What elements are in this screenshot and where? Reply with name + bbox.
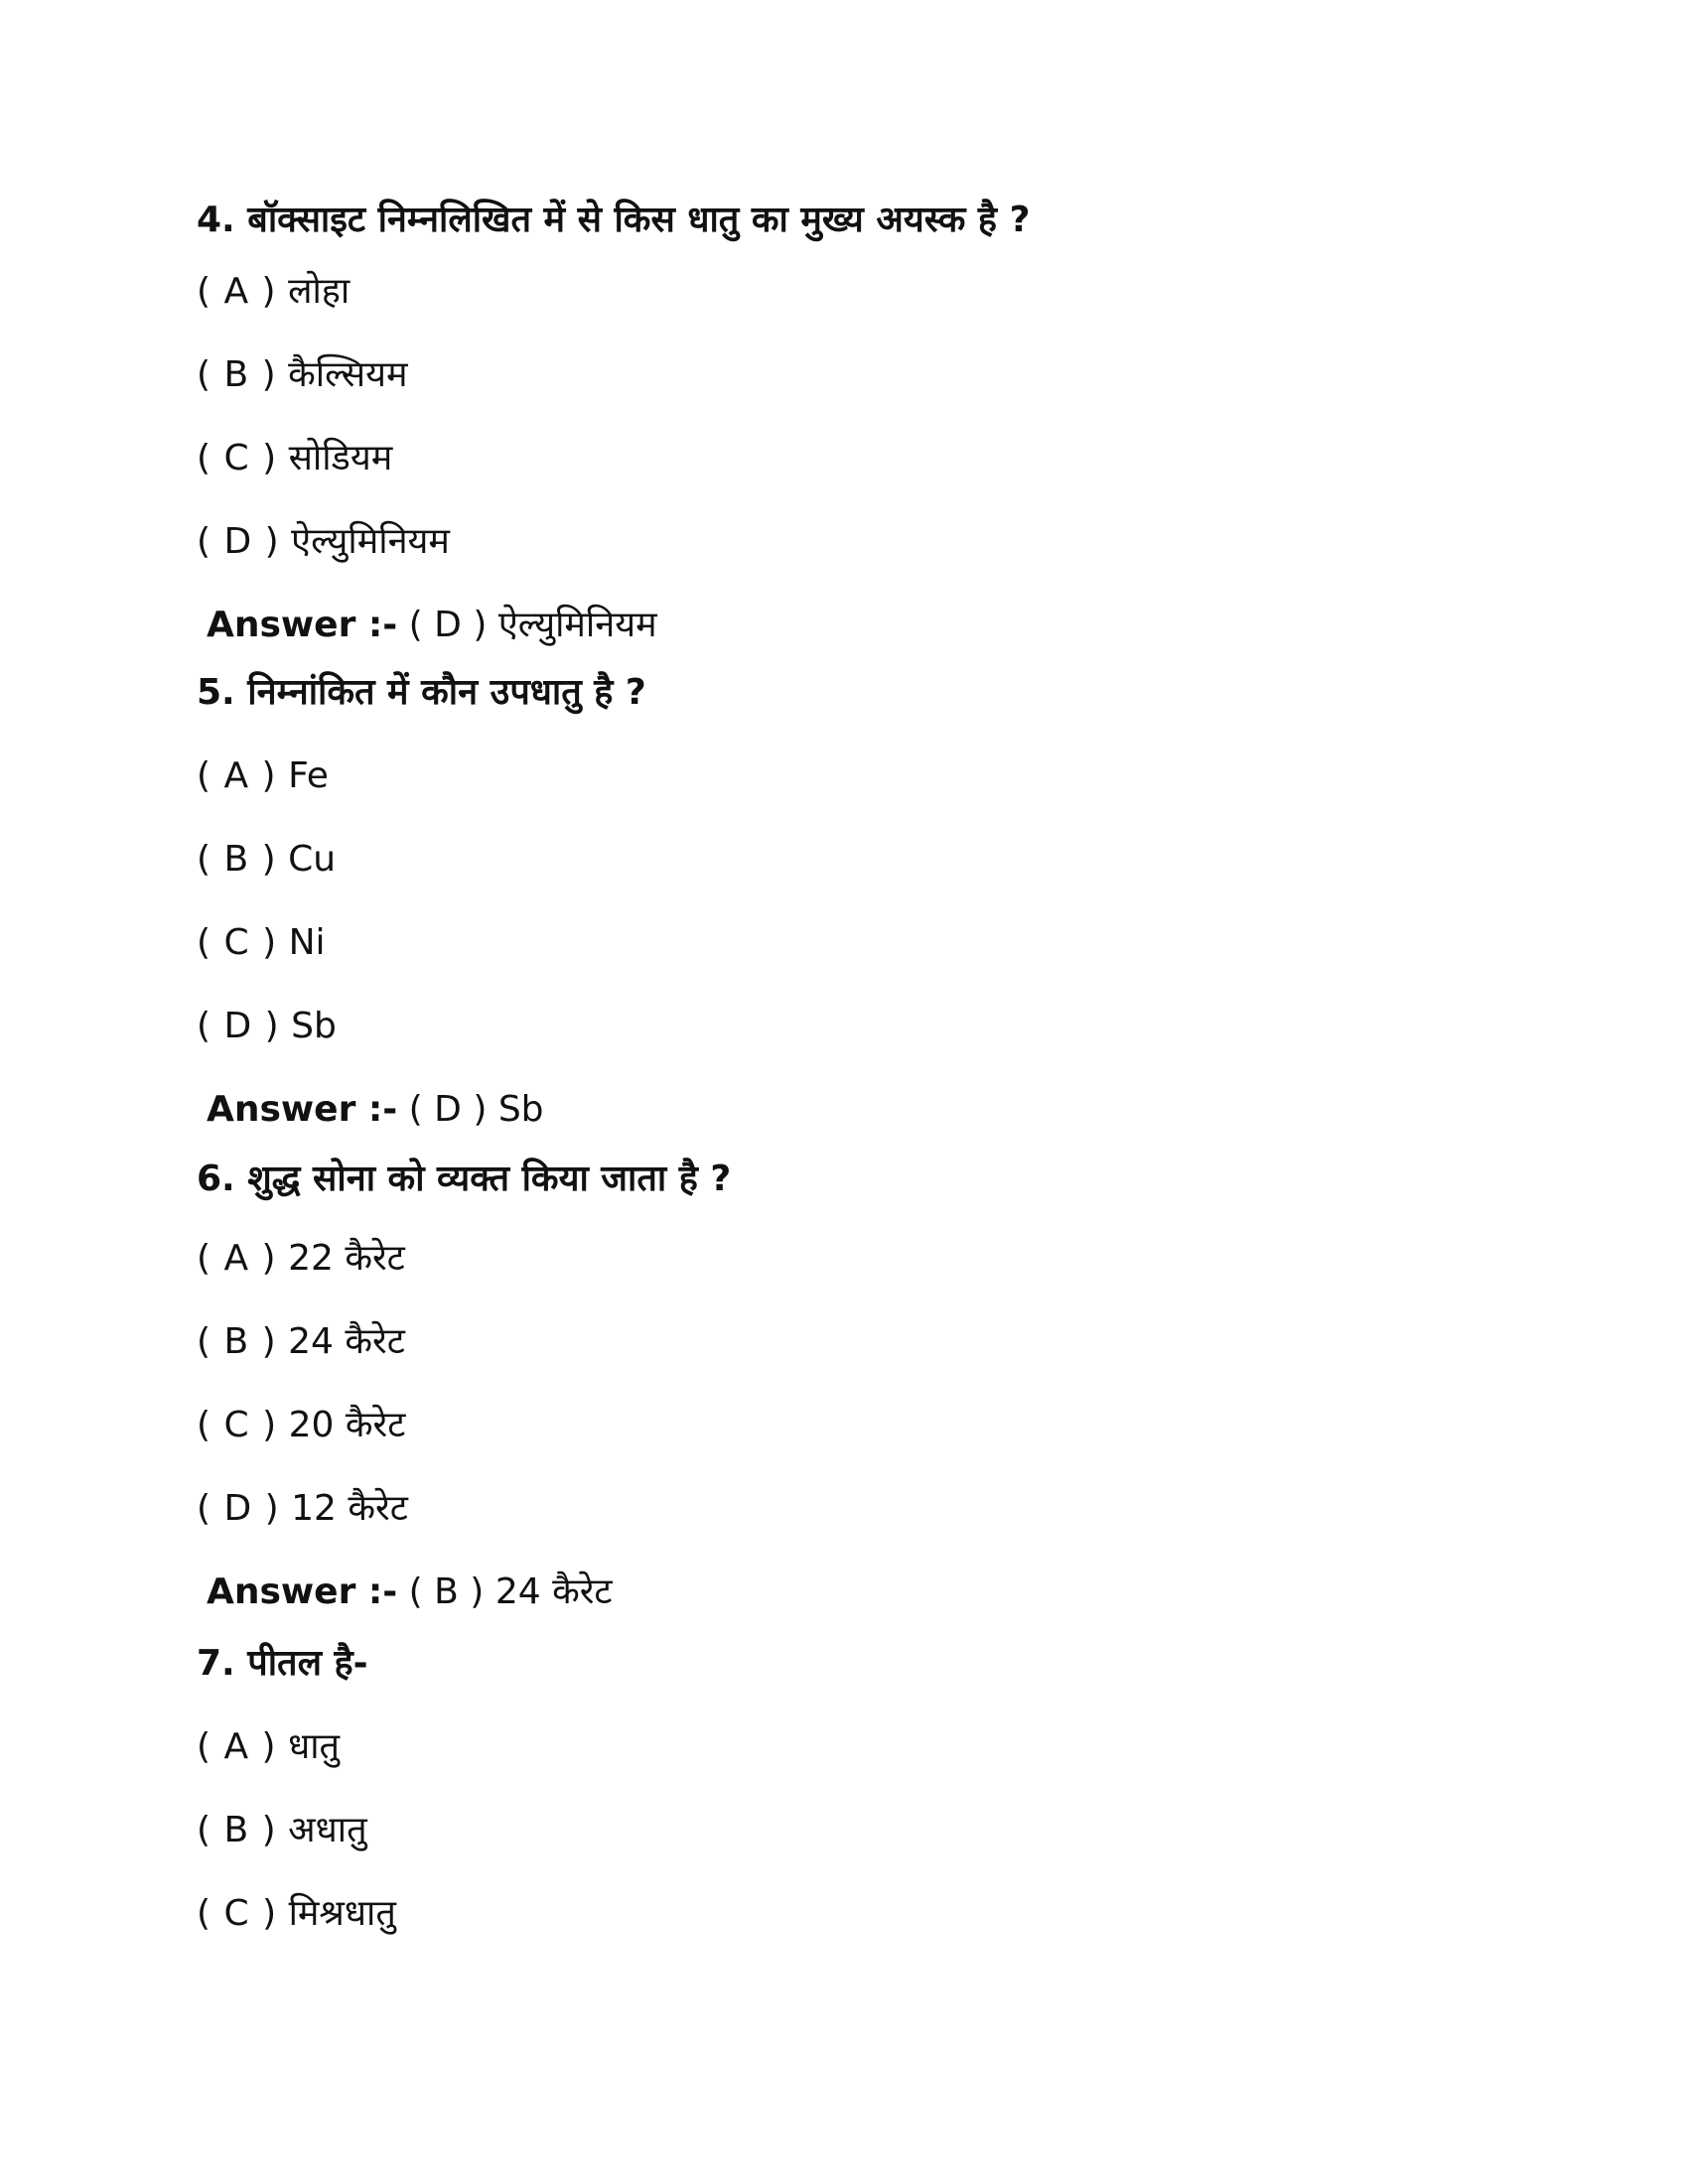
option-a [197, 751, 329, 802]
option-a [197, 1233, 405, 1285]
option-b [197, 1316, 405, 1368]
answer-letter: ( D ) [408, 605, 488, 645]
option-text: 20 कैरेट [288, 1405, 406, 1445]
question-text: बॉक्साइट निम्नलिखित में से किस धातु का मुख्य अयस्क है ? [247, 200, 1031, 240]
option-text: 12 कैरेट [291, 1488, 408, 1529]
option-text: Cu [288, 839, 337, 880]
option-letter: ( A ) [197, 1238, 277, 1279]
question-text: शुद्ध सोना को व्यक्त किया जाता है ? [247, 1159, 732, 1199]
option-a [197, 266, 350, 318]
option-letter: ( C ) [197, 1405, 278, 1445]
answer-label: Answer :- [207, 605, 398, 645]
option-letter: ( D ) [197, 1006, 280, 1046]
option-b [197, 834, 336, 886]
option-text: कैल्सियम [288, 354, 408, 395]
question-number: 7. [197, 1643, 235, 1684]
option-letter: ( C ) [197, 438, 278, 478]
answer-text: 24 कैरेट [494, 1571, 613, 1612]
answer-line [207, 600, 657, 651]
option-a [197, 1721, 340, 1773]
option-c [197, 917, 326, 969]
question-text: पीतल है- [247, 1643, 368, 1684]
option-text: Sb [291, 1006, 337, 1046]
answer-line [207, 1084, 544, 1136]
option-letter: ( B ) [197, 839, 277, 880]
option-letter: ( B ) [197, 354, 277, 395]
option-letter: ( C ) [197, 1893, 278, 1934]
option-text: 24 कैरेट [288, 1321, 405, 1362]
answer-letter: ( B ) [408, 1571, 485, 1612]
question-6 [197, 1154, 731, 1205]
answer-line [207, 1567, 613, 1618]
option-d [197, 516, 450, 568]
option-c [197, 1888, 396, 1940]
question-text: निम्नांकित में कौन उपधातु है ? [247, 672, 646, 713]
question-number: 4. [197, 200, 235, 240]
option-letter: ( A ) [197, 271, 277, 312]
answer-letter: ( D ) [408, 1089, 488, 1130]
question-7 [197, 1638, 368, 1690]
option-text: Ni [288, 922, 326, 963]
answer-text: Sb [497, 1089, 544, 1130]
option-text: Fe [288, 755, 329, 796]
option-text: मिश्रधातु [288, 1893, 396, 1934]
option-text: 22 कैरेट [288, 1238, 405, 1279]
option-letter: ( D ) [197, 521, 280, 562]
option-letter: ( D ) [197, 1488, 280, 1529]
question-5 [197, 667, 646, 719]
option-text: लोहा [288, 271, 351, 312]
question-4 [197, 195, 1030, 246]
option-text: सोडियम [288, 438, 393, 478]
option-b [197, 1805, 367, 1856]
option-letter: ( B ) [197, 1810, 277, 1850]
option-c [197, 1400, 405, 1451]
option-d [197, 1483, 408, 1535]
option-letter: ( C ) [197, 922, 278, 963]
option-letter: ( B ) [197, 1321, 277, 1362]
option-letter: ( A ) [197, 755, 277, 796]
option-text: ऐल्युमिनियम [291, 521, 450, 562]
answer-label: Answer :- [207, 1089, 398, 1130]
option-c [197, 433, 392, 484]
option-text: अधातु [288, 1810, 367, 1850]
answer-text: ऐल्युमिनियम [497, 605, 657, 645]
question-number: 5. [197, 672, 235, 713]
option-b [197, 349, 408, 401]
answer-label: Answer :- [207, 1571, 398, 1612]
option-d [197, 1001, 337, 1052]
option-text: धातु [288, 1726, 341, 1767]
question-number: 6. [197, 1159, 235, 1199]
option-letter: ( A ) [197, 1726, 277, 1767]
